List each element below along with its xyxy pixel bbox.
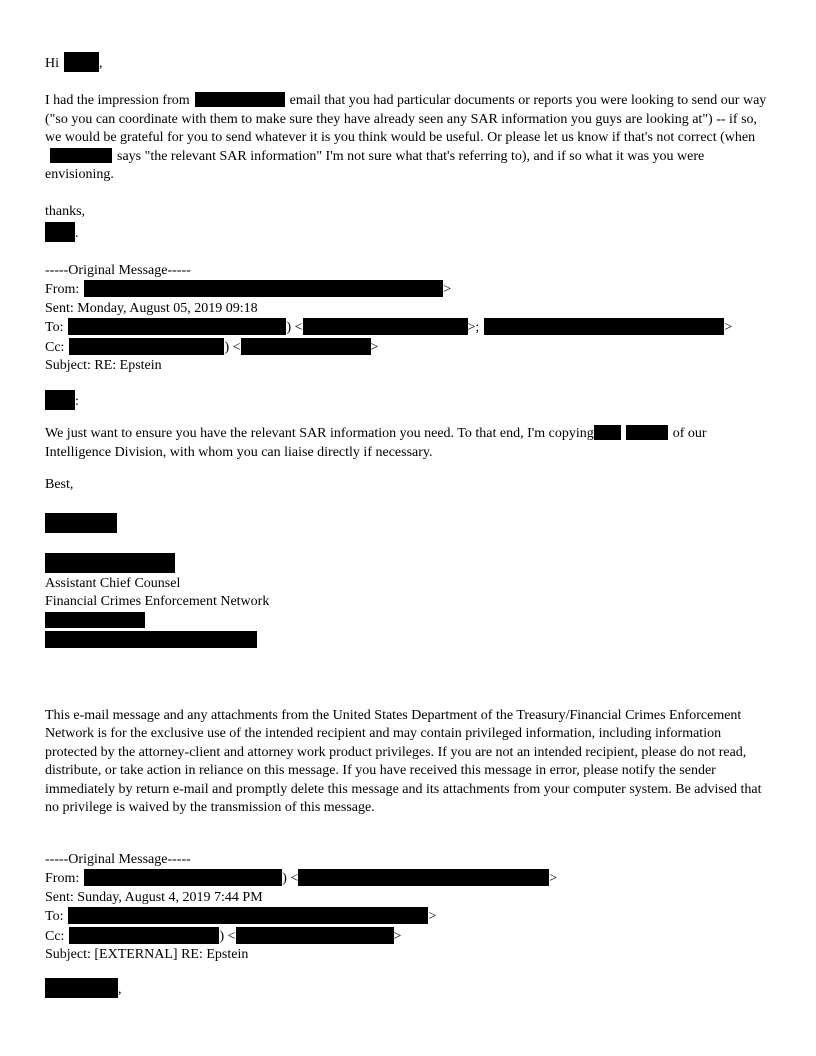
message1-body-text-1: We just want to ensure you have the relevant SAR information you need. To that end, I'm copying (45, 426, 594, 441)
signature-email-line (45, 631, 767, 651)
redaction-om1-to-name (68, 318, 286, 335)
signature-org: Financial Crimes Enforcement Network (45, 594, 270, 609)
message1-signature-block (45, 553, 767, 651)
message1-greeting (45, 390, 767, 412)
message1-cc-line (45, 338, 767, 358)
reply-signoff (45, 203, 767, 243)
redaction-name-reference (50, 148, 112, 163)
message2-from-label: From: (45, 871, 80, 886)
redaction-om1-to-email (303, 318, 468, 335)
message2-subject-line: Subject: [EXTERNAL] RE: Epstein (45, 947, 249, 962)
reply-greeting-text: Hi (45, 56, 59, 71)
message2-from-line (45, 869, 767, 889)
redaction-greeting-name (64, 52, 99, 72)
redaction-om2-greeting-name (45, 978, 118, 998)
message1-body-paragraph (45, 425, 767, 462)
message2-cc-close: > (393, 928, 402, 944)
reply-greeting-comma: , (99, 56, 103, 71)
message1-to-sep2: >; (467, 320, 480, 335)
redaction-signature-phone (45, 612, 145, 628)
redaction-om2-cc-email (236, 927, 394, 944)
redaction-om2-cc-name (69, 927, 219, 944)
message1-cc-close: > (370, 339, 379, 355)
message2-sent-line: Sent: Sunday, August 4, 2019 7:44 PM (45, 889, 263, 905)
message1-signoff-best: Best, (45, 477, 74, 492)
redaction-signature-full-name (45, 553, 175, 573)
message2-separator: -----Original Message----- (45, 851, 191, 867)
message2-cc-line (45, 927, 767, 947)
reply-body-text-3: says "the relevant SAR information" I'm not sure what that's referring to), and if so what it was you were envisioning. (45, 148, 705, 182)
reply-signoff-name-line (45, 222, 767, 244)
message2-cc-label: Cc: (45, 928, 65, 944)
reply-body-paragraph (45, 92, 767, 185)
signature-title: Assistant Chief Counsel (45, 575, 181, 591)
message1-from-line (45, 280, 767, 300)
redaction-om2-from-email (298, 869, 549, 886)
reply-greeting (45, 52, 767, 74)
redaction-analyst-last-name (626, 425, 668, 440)
redaction-signoff-name (45, 222, 75, 242)
redaction-om2-from-name (84, 869, 282, 886)
message1-to-line (45, 318, 767, 338)
reply-body-text-1: I had the impression from (45, 93, 190, 108)
message2-to-line (45, 907, 767, 927)
message2-header (45, 851, 767, 965)
message1-to-sep1: ) < (286, 320, 303, 335)
message2-to-close: > (428, 909, 437, 924)
message2-greeting-comma: , (118, 981, 122, 997)
message1-body-text-2: of our Intelligence Division, with whom you can liaise directly if necessary. (45, 426, 707, 460)
redaction-om2-to-address (68, 907, 428, 924)
redaction-om1-greeting-name (45, 390, 75, 410)
message1-separator: -----Original Message----- (45, 262, 191, 278)
message1-cc-sep: ) < (224, 339, 241, 355)
reply-signoff-thanks: thanks, (45, 204, 86, 219)
message1-sent-line: Sent: Monday, August 05, 2019 09:18 (45, 300, 258, 316)
redaction-sender-reference (195, 92, 285, 107)
message1-signoff-name-line (45, 513, 767, 535)
message1-cc-label: Cc: (45, 339, 65, 355)
message2-cc-sep: ) < (219, 928, 236, 944)
reply-body-text-2: email that you had particular documents or reports you were looking to send our way ("so you can coordinate with them to make sure they have already seen any SAR information you guys are looking at") -- if so, we would be grateful for you to send whatever it is you think would be useful. Or please let us know if that's not correct (when (45, 93, 767, 145)
redaction-analyst-first-name (594, 425, 621, 440)
message1-from-label: From: (45, 282, 80, 297)
disclaimer-paragraph: This e-mail message and any attachments from the United States Department of the Treasury/Financial Crimes Enforcement Network is for the exclusive use of the intended recipient and may contain privileged information, including information protected by the attorney-client and attorney work product privileges. If you are not an intended recipient, please do not read, distribute, or take action in reliance on this message. If you have received this message in error, please notify the sender immediately by return e-mail and promptly delete this message and its attachments from your computer system. Be advised that no privilege is waived by the transmission of this message. (45, 707, 762, 815)
signature-name-line (45, 553, 767, 575)
message1-subject-line: Subject: RE: Epstein (45, 358, 162, 373)
message2-to-label: To: (45, 909, 64, 924)
message1-to-close: > (724, 320, 733, 335)
redaction-om1-cc-email (241, 338, 371, 355)
signature-phone-line (45, 612, 767, 632)
message1-greeting-colon: : (75, 393, 79, 409)
message1-to-label: To: (45, 320, 64, 335)
redaction-om1-cc-name (69, 338, 224, 355)
message1-from-close: > (443, 282, 452, 297)
message2-greeting (45, 978, 767, 1000)
redaction-counsel-first-name (45, 513, 117, 533)
redaction-om1-to-recipient2 (484, 318, 724, 335)
redaction-om1-from-address (84, 280, 443, 297)
reply-signoff-period: . (75, 225, 79, 241)
message2-from-close: > (549, 871, 558, 886)
redaction-signature-email (45, 631, 257, 648)
message1-header (45, 262, 767, 376)
message2-from-sep: ) < (282, 871, 299, 886)
